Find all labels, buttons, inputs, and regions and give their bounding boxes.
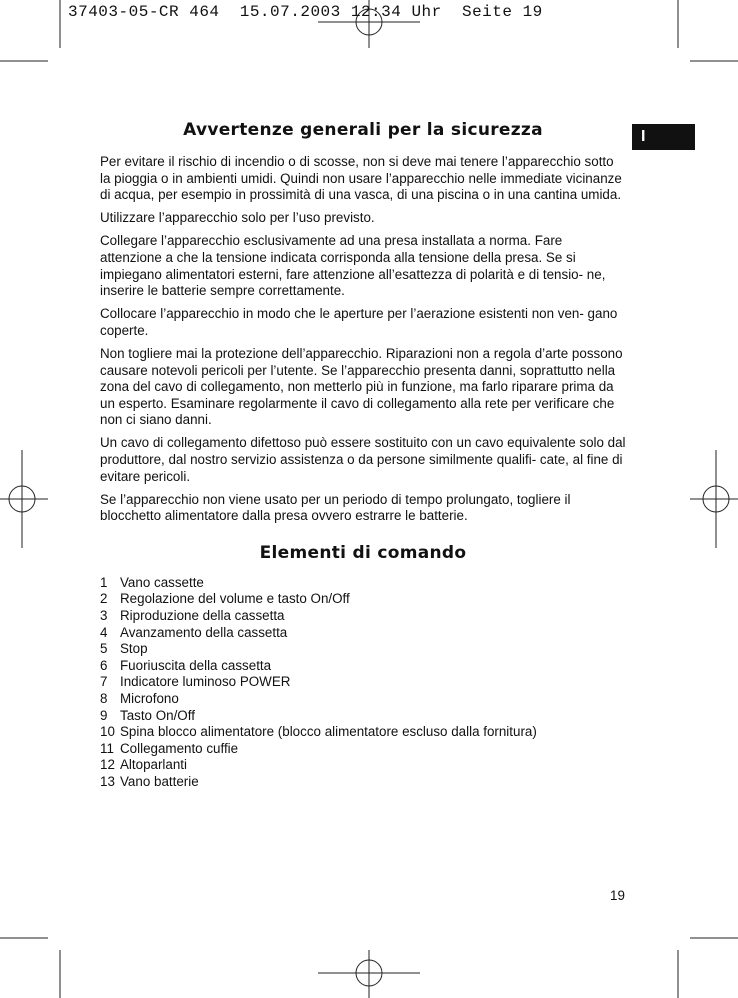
item-number: 4 — [100, 624, 108, 640]
item-number: 11 — [100, 740, 114, 756]
item-label: Vano cassette — [120, 574, 204, 590]
item-label: Avanzamento della cassetta — [120, 624, 288, 640]
controls-title: Elementi di comando — [259, 542, 467, 563]
item-label: Stop — [120, 641, 148, 657]
item-label: Tasto On/Off — [120, 707, 195, 723]
list-item — [100, 691, 626, 708]
item-number: 9 — [100, 707, 108, 723]
list-item — [100, 591, 626, 608]
list-item — [100, 741, 626, 758]
item-number: 12 — [100, 757, 115, 773]
item-label: Indicatore luminoso POWER — [120, 674, 291, 690]
safety-paragraph: Collegare l’apparecchio esclusivamente ad una presa installata a norma. Fare attenzione a che la tensione indicata corrisponda alla tensione della presa. Se si impiegano alimentatori esterni, fare attenzione all’esattezza di polarità e di tensio- ne, inserire le batterie sempre correttamente. — [100, 233, 606, 299]
item-number: 13 — [100, 774, 115, 789]
safety-title: Avvertenze generali per la sicurezza — [183, 120, 543, 140]
item-label: Regolazione del volume e tasto On/Off — [120, 591, 350, 607]
list-item — [100, 641, 626, 658]
item-number: 7 — [100, 674, 108, 690]
item-label: Riproduzione della cassetta — [120, 608, 285, 624]
list-item — [100, 774, 626, 791]
list-item — [100, 674, 626, 691]
item-label: Spina blocco alimentatore (blocco alimentatore escluso dalla fornitura) — [120, 724, 537, 740]
item-label: Altoparlanti — [120, 757, 187, 773]
list-item — [100, 708, 626, 725]
item-number: 5 — [100, 641, 108, 657]
item-number: 2 — [100, 591, 108, 607]
item-number: 1 — [100, 574, 108, 590]
safety-paragraph: Utilizzare l’apparecchio solo per l’uso previsto. — [100, 210, 375, 226]
item-number: 8 — [100, 691, 108, 707]
safety-paragraph: Non togliere mai la protezione dell’apparecchio. Riparazioni non a regola d’arte possono causare notevoli pericoli per l’utente. Se l’apparecchio presenta danni, soprattutto nella zona del cavo di collegamento, non metterlo più in funzione, ma farlo riparare prima da un esperto. Esaminare regolarmente il cavo di collegamento alla rete per verificare che non ci siano danni. — [100, 345, 623, 428]
item-number: 6 — [100, 657, 108, 673]
list-item — [100, 724, 626, 741]
safety-paragraph: Per evitare il rischio di incendio o di scosse, non si deve mai tenere l’apparecchio sotto la pioggia o in ambienti umidi. Quindi non usare l’apparecchio nelle immediate vicinanze di acqua, per esempio in prossimità di una vasca, di una piscina o in una cantina umida. — [100, 154, 622, 203]
item-label: Fuoriuscita della cassetta — [120, 657, 272, 673]
registration-mark-bottom — [318, 950, 420, 998]
item-label: Collegamento cuffie — [120, 740, 239, 756]
item-number: 3 — [100, 608, 108, 624]
list-item — [100, 608, 626, 625]
list-item — [100, 575, 626, 592]
controls-list — [100, 575, 626, 791]
safety-paragraph: Collocare l’apparecchio in modo che le aperture per l’aerazione esistenti non ven- gano coperte. — [100, 306, 618, 338]
list-item — [100, 625, 626, 642]
item-label: Vano batterie — [120, 774, 199, 789]
language-tab: I — [632, 124, 695, 150]
page-content — [100, 120, 626, 791]
item-label: Microfono — [120, 691, 179, 707]
list-item — [100, 658, 626, 675]
safety-paragraph: Se l’apparecchio non viene usato per un periodo di tempo prolungato, togliere il blocchetto alimentatore dalla presa ovvero estrarre le batterie. — [100, 491, 571, 524]
item-number: 10 — [100, 724, 115, 740]
print-slug: 37403-05-CR 464 15.07.2003 12:34 Uhr Seite 19 — [68, 3, 543, 21]
list-item — [100, 757, 626, 774]
registration-mark-left — [0, 450, 48, 548]
registration-mark-right — [690, 450, 738, 548]
safety-paragraph: Un cavo di collegamento difettoso può essere sostituito con un cavo equivalente solo dal produttore, dal nostro servizio assistenza o da persone similmente qualifi- cate, al fine di evitare pericoli. — [100, 435, 626, 484]
page-number: 19 — [610, 888, 625, 903]
